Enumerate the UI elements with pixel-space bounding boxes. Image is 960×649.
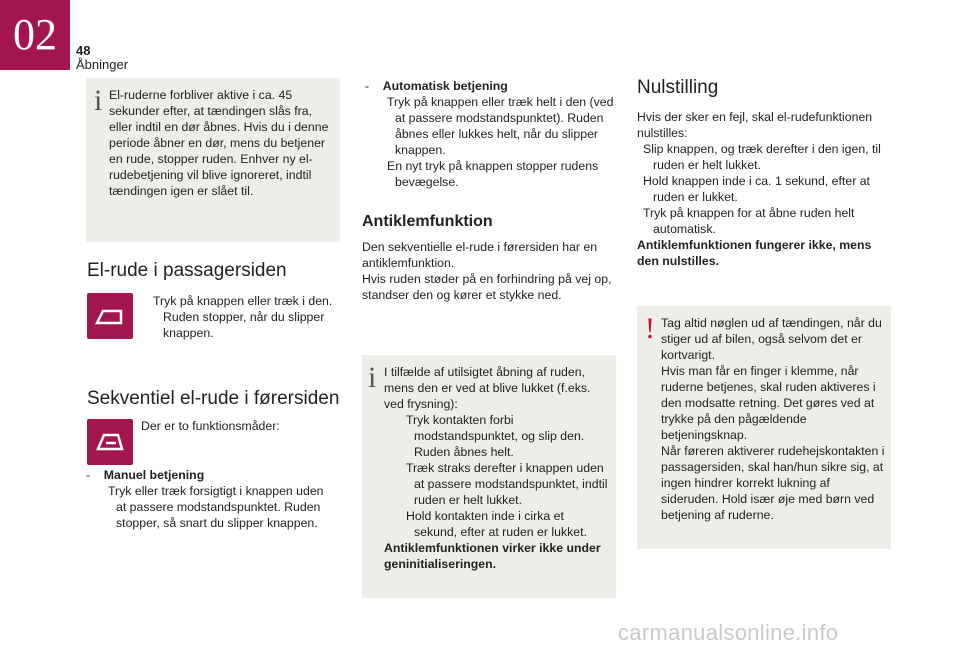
automatic-title: Automatisk betjening	[382, 79, 508, 93]
chapter-number: 02	[0, 0, 70, 70]
warning-icon: !	[645, 312, 655, 345]
warning-text-3: Når føreren aktiverer rudehejskontakten i passagersiden, skal han/hun sikre sig, at ingen hindrer korrekt lukning af sideruden. Hold især øje med børn ved betjening af ruderne.	[661, 444, 885, 522]
info-freezing-bold: Antiklemfunktionen virker ikke under geninitialiseringen.	[384, 541, 601, 571]
reset-item-3	[637, 205, 893, 237]
reset-item-2	[637, 173, 893, 205]
manual-operation	[86, 467, 336, 531]
manual-text-row	[86, 483, 336, 531]
automatic-item-2	[365, 158, 617, 190]
warning-content	[661, 315, 887, 523]
info-freezing-item-1-text: Tryk kontakten forbi modstandspunktet, og slip den. Ruden åbnes helt.	[406, 413, 585, 459]
section-title: Åbninger	[76, 57, 129, 72]
sequential-window-heading: Sekventiel el-rude i førersiden	[87, 388, 340, 409]
warning-text-1: Tag altid nøglen ud af tændingen, når du stiger ud af bilen, også selvom det er kortvarigt.	[661, 316, 882, 362]
antiklem-heading: Antiklemfunktion	[362, 213, 493, 230]
sequential-intro: Der er to funktionsmåder:	[141, 419, 280, 433]
page-number: 48	[76, 43, 91, 58]
info-box-freezing	[362, 355, 616, 598]
automatic-title-row	[365, 78, 617, 94]
info-freezing-item-1	[384, 412, 610, 460]
reset-item-3-text: Tryk på knappen for at åbne ruden helt automatisk.	[643, 206, 855, 236]
passenger-window-heading: El-rude i passagersiden	[87, 260, 287, 281]
reset-intro: Hvis der sker en fejl, skal el-rudefunktionen nulstilles:	[637, 110, 873, 140]
manual-title-row	[86, 467, 336, 483]
dash-marker: -	[86, 468, 91, 482]
reset-item-1-text: Slip knappen, og træk derefter i den igen, til ruden er helt lukket.	[643, 142, 881, 172]
reset-bold: Antiklemfunktionen fungerer ikke, mens den nulstilles.	[637, 238, 872, 268]
info-freezing-item-3	[384, 508, 610, 540]
reset-item-1	[637, 141, 893, 173]
automatic-item-1	[365, 94, 617, 158]
info-freezing-item-2-text: Træk straks derefter i knappen uden at passere modstandspunktet, indtil ruden er helt lukket.	[406, 461, 608, 507]
info-freezing-item-2	[384, 460, 610, 508]
manual-title: Manuel betjening	[103, 468, 205, 482]
automatic-item-2-text: En nyt tryk på knappen stopper rudens bevægelse.	[387, 159, 599, 189]
manual-text: Tryk eller træk forsigtigt i knappen uden at passere modstandspunktet. Ruden stopper, så snart du slipper knappen.	[108, 484, 324, 530]
passenger-window-text	[147, 293, 357, 341]
info-freezing-intro: I tilfælde af utilsigtet åbning af ruden, mens den er ved at blive lukket (f.eks. ved frysning):	[384, 365, 591, 411]
automatic-item-1-text: Tryk på knappen eller træk helt i den (ved at passere modstandspunktet). Ruden åbnes eller lukkes helt, når du slipper knappen.	[387, 95, 614, 157]
info-freezing-item-3-text: Hold kontakten inde i cirka et sekund, efter at ruden er lukket.	[406, 509, 587, 539]
info-freezing-content	[384, 364, 610, 572]
info-box-timeout	[86, 78, 340, 242]
warning-text-2: Hvis man får en finger i klemme, når ruderne betjenes, skal ruden aktiveres i den modsatte retning. Det gøres ved at trykke på den pågældende betjeningsknap.	[661, 364, 876, 442]
info-icon: i	[368, 361, 377, 394]
window-switch-icon	[87, 293, 133, 339]
watermark: carmanualsonline.info	[618, 620, 839, 645]
reset-item-2-text: Hold knappen inde i ca. 1 sekund, efter at ruden er lukket.	[643, 174, 870, 204]
driver-window-switch-icon	[87, 419, 133, 465]
automatic-operation	[365, 78, 617, 190]
antiklem-text-2: Hvis ruden støder på en forhindring på vej op, standser den og kører et stykke ned.	[362, 272, 612, 302]
info-icon: i	[94, 84, 103, 117]
dash-marker: -	[365, 79, 370, 93]
reset-heading: Nulstilling	[637, 77, 719, 98]
passenger-window-label: Tryk på knappen eller træk i den. Ruden stopper, når du slipper knappen.	[153, 294, 333, 340]
antiklem-text-1: Den sekventielle el-rude i førersiden har en antiklemfunktion.	[362, 240, 598, 270]
info-text: El-ruderne forbliver aktive i ca. 45 sekunder efter, at tændingen slås fra, eller indtil en dør åbnes. Hvis du i denne periode åbner en dør, mens du betjener en rude, stopper ruden. Enhver ny el-rudebetjening vil blive ignoreret, indtil tændingen igen er slået til.	[109, 88, 329, 198]
warning-box	[637, 306, 891, 549]
reset-content	[637, 109, 893, 269]
